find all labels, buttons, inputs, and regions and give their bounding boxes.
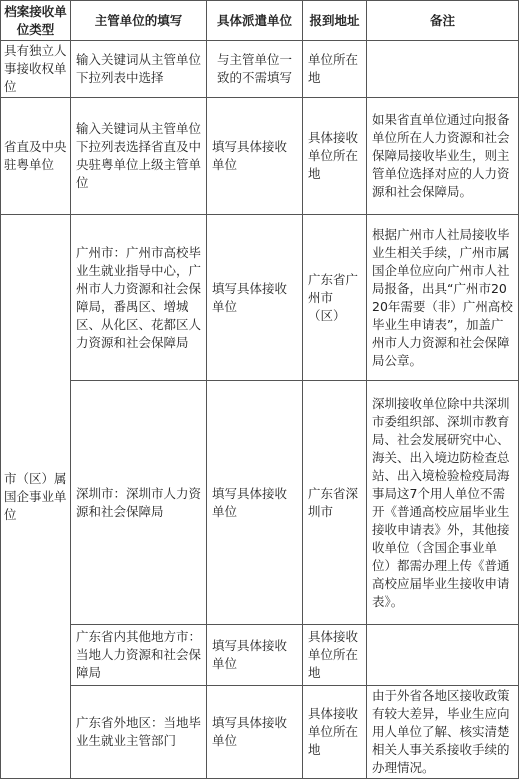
unit-type-cell: 省直及中央驻粤单位 (1, 98, 71, 215)
address-cell: 广东省深圳市 (303, 381, 367, 625)
table-row (1, 381, 519, 625)
remarks-cell: 如果省直单位通过向报备单位所在人力资源和社会保障局接收毕业生，则主管单位选择对应的人力资源和社会保障局。 (367, 98, 519, 215)
supervisor-cell: 深圳市：深圳市人力资源和社会保障局 (71, 381, 207, 625)
supervisor-cell: 广东省内其他地方市：当地人力资源和社会保障局 (71, 625, 207, 686)
supervisor-cell: 输入关键词从主管单位下拉列表选择省直及中央驻粤单位上级主管单位 (71, 98, 207, 215)
dispatch-cell: 填写具体接收单位 (207, 686, 303, 779)
dispatch-cell: 填写具体接收单位 (207, 98, 303, 215)
address-cell: 广东省广州市（区） (303, 215, 367, 381)
remarks-cell (367, 41, 519, 98)
supervisor-cell: 输入关键词从主管单位下拉列表中选择 (71, 41, 207, 98)
supervisor-cell: 广东省外地区：当地毕业生就业主管部门 (71, 686, 207, 779)
header-row (1, 1, 519, 41)
unit-type-cell: 具有独立人事接收权单位 (1, 41, 71, 98)
header-dispatch-unit: 具体派遣单位 (207, 1, 303, 41)
dispatch-cell: 填写具体接收单位 (207, 381, 303, 625)
address-cell: 单位所在地 (303, 41, 367, 98)
table-row (1, 625, 519, 686)
table-row (1, 215, 519, 381)
dispatch-cell: 填写具体接收单位 (207, 215, 303, 381)
remarks-cell: 由于外省各地区接收政策有较大差异，毕业生应向用人单位了解、核实清楚相关人事关系接收手续的办理情况。 (367, 686, 519, 779)
header-supervisor: 主管单位的填写 (71, 1, 207, 41)
remarks-cell: 深圳接收单位除中共深圳市委组织部、深圳市教育局、社会发展研究中心、海关、出入境边防检查总站、出入境检验检疫局海事局这7个用人单位不需开《普通高校应届毕业生接收申请表》外，其他接收单位（含国企事业单位）都需办理上传《普通高校应届毕业生接收申请表》。 (367, 381, 519, 625)
table-row (1, 41, 519, 98)
table-row (1, 686, 519, 779)
header-report-address: 报到地址 (303, 1, 367, 41)
address-cell: 具体接收单位所在地 (303, 625, 367, 686)
unit-type-cell: 市（区）属国企事业单位 (1, 215, 71, 779)
header-unit-type: 档案接收单位类型 (1, 1, 71, 41)
address-cell: 具体接收单位所在地 (303, 686, 367, 779)
dispatch-cell: 与主管单位一致的不需填写 (207, 41, 303, 98)
header-remarks: 备注 (367, 1, 519, 41)
remarks-cell: 根据广州市人社局接收毕业生相关手续，广州市属国企单位应向广州市人社局报备，出具“广州市2020年需要（非）广州高校毕业生申请表”，加盖广州市人力资源和社会保障局公章。 (367, 215, 519, 381)
table-row (1, 98, 519, 215)
address-cell: 具体接收单位所在地 (303, 98, 367, 215)
supervisor-cell: 广州市：广州市高校毕业生就业指导中心，广州市人力资源和社会保障局，番禺区、增城区、从化区、花都区人力资源和社会保障局 (71, 215, 207, 381)
dispatch-cell: 填写具体接收单位 (207, 625, 303, 686)
remarks-cell (367, 625, 519, 686)
